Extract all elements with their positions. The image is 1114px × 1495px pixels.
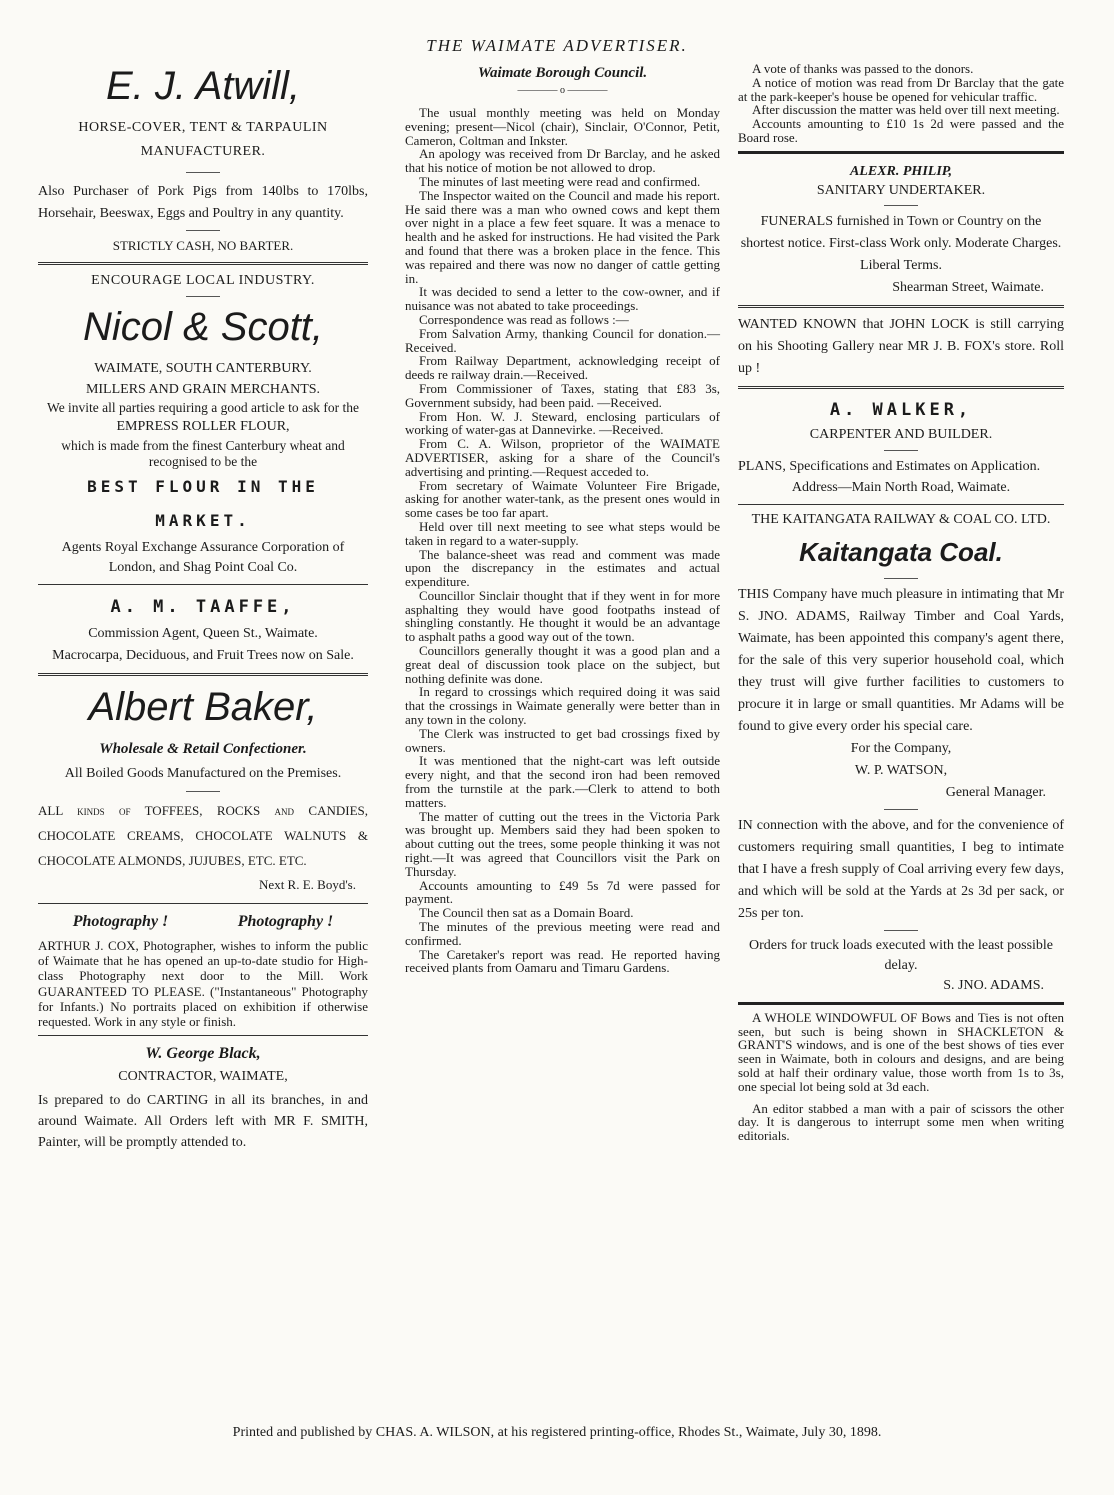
divider <box>38 584 368 585</box>
walker-trade: CARPENTER AND BUILDER. <box>809 426 993 442</box>
kaitangata-for: For the Company, <box>850 740 952 756</box>
council-paragraph: From secretary of Waimate Volunteer Fire Brigade, asking for another water-tank, as the present ones would in some cases be too far apart. <box>405 477 720 521</box>
ad-taaffe <box>38 591 368 667</box>
kaitangata-company: THE KAITANGATA RAILWAY & COAL CO. LTD. <box>751 511 1051 527</box>
philip-name: ALEXR. PHILIP, <box>849 163 953 179</box>
divider <box>884 205 918 206</box>
ad-george-black <box>38 1042 368 1153</box>
nicol-name: Nicol & Scott, <box>82 305 324 349</box>
taaffe-line2: Macrocarpa, Deciduous, and Fruit Trees now on Sale. <box>52 648 354 663</box>
baker-kinds: ALL kinds of TOFFEES, ROCKS and CANDIES, CHOCOLATE CREAMS, CHOCOLATE WALNUTS & CHOCOLATE ALMONDS, JUJUBES, ETC. ETC. <box>38 803 368 868</box>
council-paragraph: From Commissioner of Taxes, stating that £83 3s, Government subsidy, had been paid. —Received. <box>405 380 720 410</box>
philip-address: Shearman Street, Waimate. <box>892 279 1044 295</box>
black-name: W. George Black, <box>145 1045 261 1063</box>
walker-name: A. WALKER, <box>829 399 973 420</box>
nicol-invite: We invite all parties requiring a good article to ask for the <box>47 400 359 415</box>
nicol-agents: Agents Royal Exchange Assurance Corporation of London, and Shag Point Coal Co. <box>61 540 345 575</box>
divider <box>738 305 1064 308</box>
divider <box>186 296 220 297</box>
ad-photography <box>38 910 368 1029</box>
council-paragraph: The matter of cutting out the trees in the Victoria Park was brought up. Members said they had been spoken to about cutting out the trees, some people thinking it was not right.—It was agreed that Councillors visit the Park on Thursday. <box>405 808 720 879</box>
divider <box>738 1002 1064 1005</box>
kaitangata-role: General Manager. <box>945 784 1046 800</box>
council-paragraph: A vote of thanks was passed to the donors. <box>752 61 974 76</box>
atwill-trade: HORSE-COVER, TENT & TARPAULIN MANUFACTURER. <box>78 120 328 159</box>
kaitangata-orders: Orders for truck loads executed with the least possible delay. <box>748 937 1054 973</box>
council-paragraph: The Inspector waited on the Council and made his report. He said there was a man who owned cows and kept them over night in a place a few feet square. It was a menace to health and he asked for instructions. He had visited the Park and found that there was a broken place in the fence. This was repaired and there was now no danger of cattle getting in. <box>405 187 720 286</box>
column-advertisements-right <box>738 62 1064 1143</box>
ad-walker <box>738 395 1064 498</box>
council-paragraph: From Salvation Army, thanking Council for donation.—Received. <box>405 325 720 355</box>
council-divider: ———— o ———— <box>517 85 608 96</box>
taaffe-name: A. M. TAAFFE, <box>110 597 296 617</box>
philip-body: FUNERALS furnished in Town or Country on the shortest notice. First-class Work only. Moderate Charges. Liberal Terms. <box>740 213 1062 273</box>
imprint-footer: Printed and published by CHAS. A. WILSON, at his registered printing-office, Rhodes St., Waimate, July 30, 1898. <box>232 1425 882 1440</box>
ad-philip <box>738 162 1064 299</box>
council-paragraph: An apology was received from Dr Barclay, and he asked that his notice of motion be not allowed to drop. <box>405 146 720 176</box>
council-paragraph: From Railway Department, acknowledging receipt of deeds re railway drain.—Received. <box>405 353 720 383</box>
divider <box>884 809 918 810</box>
atwill-terms: STRICTLY CASH, NO BARTER. <box>112 238 294 253</box>
ties-notice: A WHOLE WINDOWFUL OF Bows and Ties is not often seen, but such is being shown in SHACKLETON & GRANT'S windows, and is one of the best shows of ties ever seen in Waimate, both in colours and designs, and are being sold at half their ordinary value, those worth from 1s to 3s, one special lot being sold at 3d each. <box>738 1009 1064 1094</box>
kaitangata-body: THIS Company have much pleasure in intimating that Mr S. JNO. ADAMS, Railway Timber and Coal Yards, Waimate, has been appointed this company's agent there, for the sale of this very superior household coal, which they trust will give further facilities to customers to procure it in large or small quantities. Mr Adams will be found to give every order his special care. <box>738 586 1064 734</box>
column-advertisements-left <box>38 62 368 1153</box>
council-paragraph: It was decided to send a letter to the cow-owner, and if nuisance was not abated to take proceedings. <box>405 284 720 314</box>
baker-name: Albert Baker, <box>88 685 318 729</box>
divider <box>884 930 918 931</box>
council-paragraph: The Council then sat as a Domain Board. <box>419 905 634 921</box>
divider <box>186 172 220 173</box>
council-title: Waimate Borough Council. <box>477 65 648 81</box>
nicol-location: WAIMATE, SOUTH CANTERBURY. <box>94 361 312 376</box>
nicol-slogan: ENCOURAGE LOCAL INDUSTRY. <box>91 273 315 288</box>
divider <box>186 791 220 792</box>
council-paragraph: Accounts amounting to £10 1s 2d were passed and the Board rose. <box>738 116 1064 145</box>
kaitangata-body2: IN connection with the above, and for the convenience of customers requiring small quantities, I beg to intimate that I have a fresh supply of Coal arriving every few days, and which will be sold at the Yards at 2s 3d per sack, or 25s per ton. <box>738 817 1064 921</box>
baker-trade: Wholesale & Retail Confectioner. <box>99 741 307 757</box>
council-report-body <box>405 106 720 975</box>
council-paragraph: Accounts amounting to £49 5s 7d were passed for payment. <box>405 877 720 907</box>
council-paragraph: The Clerk was instructed to get bad crossings fixed by owners. <box>405 725 720 755</box>
council-paragraph: After discussion the matter was held over till next meeting. <box>752 102 1060 118</box>
nicol-trade: MILLERS AND GRAIN MERCHANTS. <box>85 382 321 397</box>
editor-notice: An editor stabbed a man with a pair of scissors the other day. It is dangerous to interrupt some men when writing editorials. <box>738 1100 1064 1144</box>
council-paragraph: The Caretaker's report was read. He reported having received plants from Oamaru and Timaru Gardens. <box>405 946 720 976</box>
masthead: THE WAIMATE ADVERTISER. <box>426 36 688 55</box>
taaffe-line1: Commission Agent, Queen St., Waimate. <box>88 626 318 641</box>
council-paragraph: Held over till next meeting to see what steps would be taken in regard to a water-supply. <box>405 518 720 548</box>
nicol-made: which is made from the finest Canterbury wheat and recognised to be the <box>61 438 345 469</box>
walker-body: PLANS, Specifications and Estimates on Application. <box>738 458 1041 474</box>
council-paragraph: It was mentioned that the night-cart was left outside every night, and that the second iron had been removed from the turnstile at the park.—Clerk to attend to both matters. <box>405 753 720 810</box>
black-body: Is prepared to do CARTING in all its branches, in and around Waimate. All Orders left with MR F. SMITH, Painter, will be promptly attended to. <box>38 1093 368 1151</box>
kaitangata-signer2: S. JNO. ADAMS. <box>943 977 1044 993</box>
baker-next: Next R. E. Boyd's. <box>259 877 356 892</box>
divider <box>38 1035 368 1036</box>
council-paragraph: Councillor Sinclair thought that if they went in for more asphalting they would have good footpaths instead of shingling constantly. He thought it would be an advantage to asphalt paths a good way out of the town. <box>405 587 720 645</box>
council-paragraph: The minutes of last meeting were read and confirmed. <box>419 173 701 189</box>
black-trade: CONTRACTOR, WAIMATE, <box>118 1069 288 1085</box>
divider <box>738 151 1064 154</box>
divider <box>738 386 1064 389</box>
nicol-best-flour: BEST FLOUR IN THE MARKET. <box>87 477 319 530</box>
photo-title-1: Photography ! <box>72 913 169 930</box>
atwill-name: E. J. Atwill, <box>105 64 301 108</box>
council-paragraph: Correspondence was read as follows :— <box>419 311 629 327</box>
divider <box>884 578 918 579</box>
divider <box>38 903 368 904</box>
divider <box>38 262 368 265</box>
divider <box>738 504 1064 505</box>
walker-address: Address—Main North Road, Waimate. <box>791 479 1011 495</box>
council-report-continued <box>738 62 1064 145</box>
ad-john-lock <box>738 314 1064 380</box>
council-paragraph: The balance-sheet was read and comment was made upon the discrepancy in the estimates and actual expenditure. <box>405 546 720 590</box>
philip-trade: SANITARY UNDERTAKER. <box>816 182 986 198</box>
photo-body: ARTHUR J. COX, Photographer, wishes to inform the public of Waimate that he has opened an up-to-date studio for High-class Photography next door to the Mill. Work GUARANTEED TO PLEASE. ("Instantaneous" Photography for Infants.) No portraits placed on exhibition if otherwise requested. Work in any style or finish. <box>38 938 368 1030</box>
ad-atwill <box>38 62 368 256</box>
divider <box>186 230 220 231</box>
council-paragraph: A notice of motion was read from Dr Barclay that the gate at the park-keeper's house be opened for vehicular traffic. <box>738 74 1064 104</box>
divider <box>38 673 368 676</box>
council-paragraph: From C. A. Wilson, proprietor of the WAIMATE ADVERTISER, asking for a share of the Council's advertising and printing.—Request acceded to. <box>405 436 720 479</box>
atwill-body: Also Purchaser of Pork Pigs from 140lbs to 170lbs, Horsehair, Beeswax, Eggs and Poultry in any quantity. <box>38 184 368 221</box>
ad-albert-baker <box>38 682 368 897</box>
divider <box>884 450 918 451</box>
council-paragraph: Councillors generally thought it was a good plan and a great deal of discussion took place on the subject, but nothing definite was done. <box>405 643 720 686</box>
ad-nicol-scott <box>38 271 368 578</box>
council-paragraph: In regard to crossings which required doing it was said that the crossings in Waimate generally were better than in any town in the colony. <box>405 684 720 728</box>
photo-title-2: Photography ! <box>237 913 334 930</box>
kaitangata-signer: W. P. WATSON, <box>854 762 948 778</box>
kaitangata-title: Kaitangata Coal. <box>799 536 1003 567</box>
council-paragraph: The minutes of the previous meeting were read and confirmed. <box>405 919 720 948</box>
nicol-product: EMPRESS ROLLER FLOUR, <box>116 419 290 434</box>
council-paragraph: From Hon. W. J. Steward, enclosing particulars of working of water-gas at Dannevirke. —Received. <box>405 408 720 438</box>
council-paragraph: The usual monthly meeting was held on Monday evening; present—Nicol (chair), Sinclair, O'Connor, Petit, Cameron, Coltman and Inkster. <box>405 105 720 148</box>
baker-body: All Boiled Goods Manufactured on the Premises. <box>64 766 342 781</box>
column-council-report <box>405 62 720 975</box>
ad-kaitangata <box>738 511 1064 996</box>
lock-body: WANTED KNOWN that JOHN LOCK is still carrying on his Shooting Gallery near MR J. B. FOX's store. Roll up ! <box>738 316 1064 376</box>
